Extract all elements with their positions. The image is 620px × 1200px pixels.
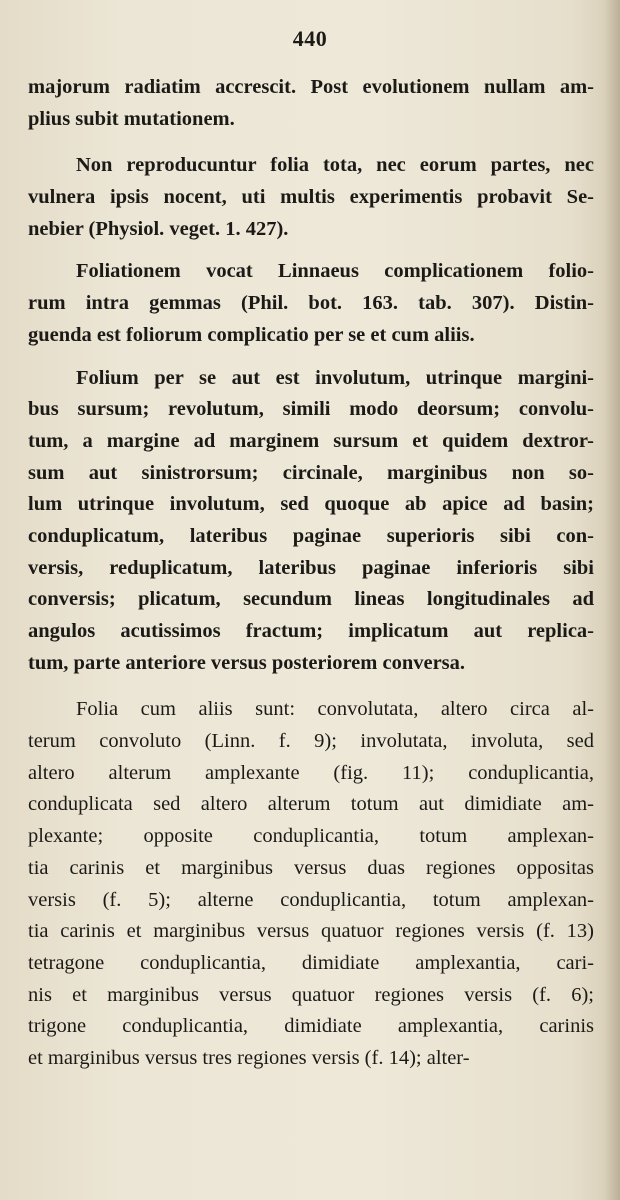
text-line: Folia cum aliis sunt: convolutata, altero circa al-	[76, 698, 594, 721]
paragraph	[28, 363, 594, 680]
text-line: tum, a margine ad marginem sursum et quidem dextror-	[28, 429, 594, 452]
text-line: et marginibus versus tres regiones versis (f. 14); alter-	[28, 1046, 470, 1069]
paragraph	[28, 150, 594, 245]
text-line: trigone conduplicantia, dimidiate amplexantia, carinis	[28, 1015, 594, 1038]
text-line: vulnera ipsis nocent, uti multis experimentis probavit Se-	[28, 186, 594, 209]
text-line: sum aut sinistrorsum; circinale, marginibus non so-	[28, 461, 594, 484]
text-line: tia carinis et marginibus versus duas regiones oppositas	[28, 856, 594, 879]
paragraph	[28, 72, 594, 135]
text-line: versis, reduplicatum, lateribus paginae inferioris sibi	[28, 556, 594, 579]
page-number: 440	[292, 26, 328, 51]
page-gutter-shadow	[604, 0, 620, 1200]
text-line: altero alterum amplexante (fig. 11); conduplicantia,	[28, 761, 594, 784]
text-line: nebier (Physiol. veget. 1. 427).	[28, 217, 289, 240]
text-line: tia carinis et marginibus versus quatuor regiones versis (f. 13)	[28, 920, 594, 943]
text-line: nis et marginibus versus quatuor regiones versis (f. 6);	[28, 983, 594, 1006]
text-line: guenda est foliorum complicatio per se et cum aliis.	[28, 323, 475, 346]
text-line: majorum radiatim accrescit. Post evolutionem nullam am-	[28, 76, 594, 98]
text-line: angulos acutissimos fractum; implicatum aut replica-	[28, 620, 594, 642]
text-line: Non reproducuntur folia tota, nec eorum partes, nec	[76, 154, 594, 177]
text-line: plexante; opposite conduplicantia, totum amplexan-	[28, 825, 594, 848]
paragraph	[28, 256, 594, 351]
page-body	[28, 72, 594, 1086]
text-line: conduplicatum, lateribus paginae superioris sibi con-	[28, 524, 594, 547]
text-line: rum intra gemmas (Phil. bot. 163. tab. 307). Distin-	[28, 292, 594, 315]
text-line: bus sursum; revolutum, simili modo deorsum; convolu-	[28, 398, 594, 421]
text-line: conversis; plicatum, secundum lineas longitudinales ad	[28, 588, 594, 611]
text-line: terum convoluto (Linn. f. 9); involutata, involuta, sed	[28, 730, 594, 753]
text-line: tetragone conduplicantia, dimidiate amplexantia, cari-	[28, 951, 594, 974]
text-line: versis (f. 5); alterne conduplicantia, totum amplexan-	[28, 888, 594, 911]
text-line: Folium per se aut est involutum, utrinque margini-	[76, 366, 594, 389]
text-line: lum utrinque involutum, sed quoque ab apice ad basin;	[28, 493, 594, 516]
text-line: conduplicata sed altero alterum totum aut dimidiate am-	[28, 793, 594, 816]
text-line: tum, parte anteriore versus posteriorem conversa.	[28, 651, 466, 674]
paragraph	[28, 694, 594, 1074]
text-line: Foliationem vocat Linnaeus complicationem folio-	[76, 260, 594, 283]
text-line: plius subit mutationem.	[28, 107, 235, 130]
